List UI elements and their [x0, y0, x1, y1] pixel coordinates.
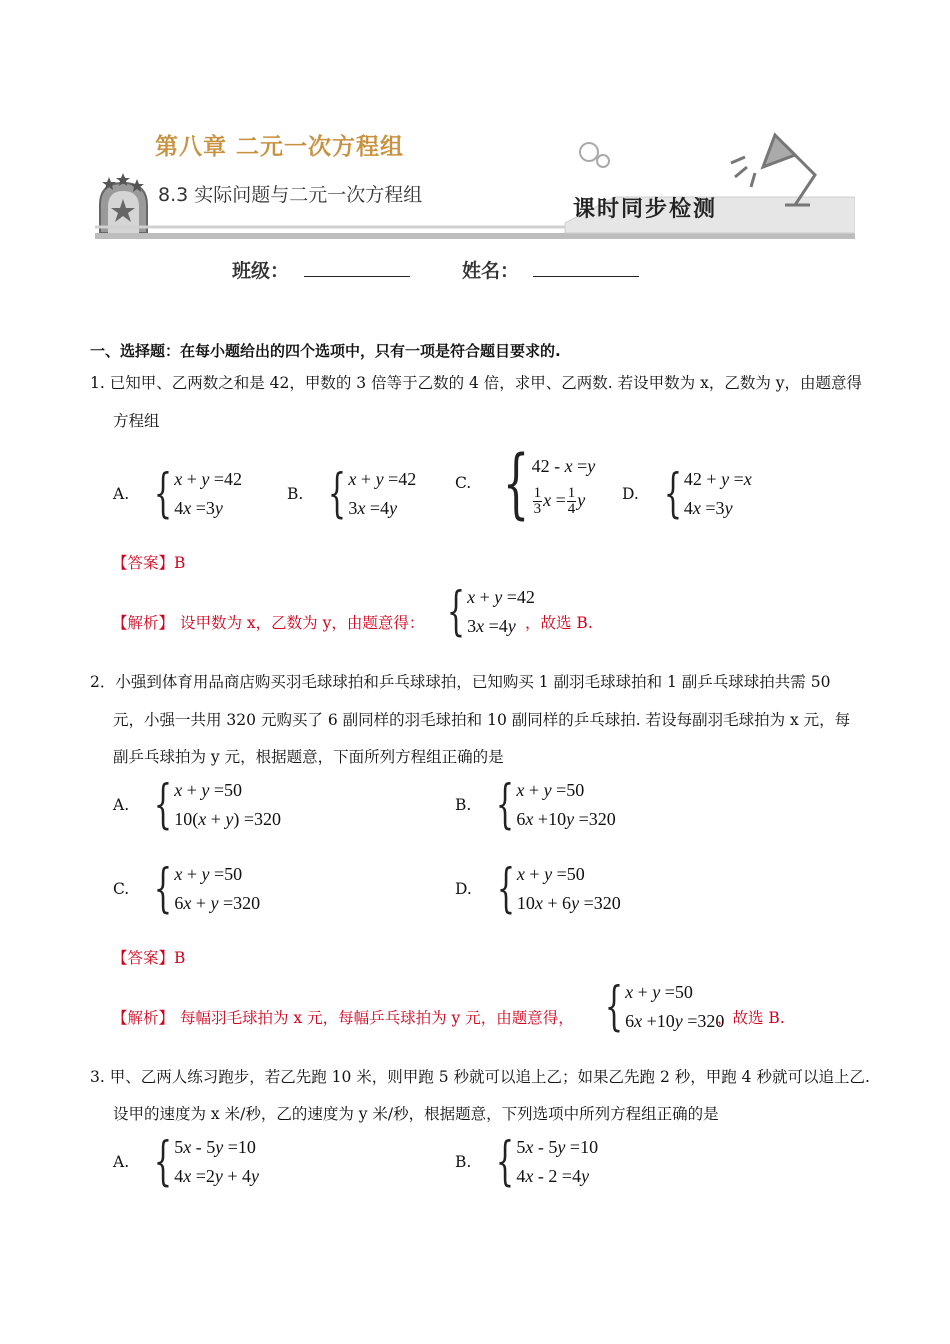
brace-icon: {: [328, 464, 347, 524]
q2-option-b[interactable]: [455, 776, 616, 834]
q1-option-c[interactable]: [455, 438, 596, 527]
equation-system: x + y =50 6x +10y =320: [625, 982, 725, 1031]
sync-test-title: 课时同步检测: [573, 197, 718, 222]
q2-option-c[interactable]: [113, 860, 260, 918]
q1-analysis-text: 设甲数为 x，乙数为 y，由题意得：: [180, 614, 425, 632]
equation-system: 42 + y =x 4x =3y: [683, 469, 752, 518]
desk-lamp-icon: [731, 135, 815, 205]
option-label: A.: [113, 796, 130, 814]
brace-icon: {: [446, 582, 466, 642]
brace-icon: {: [154, 775, 173, 835]
option-label: B.: [455, 796, 472, 814]
brace-icon: {: [154, 859, 173, 919]
option-label: C.: [455, 474, 472, 492]
brace-icon: {: [502, 438, 530, 527]
q1-option-b[interactable]: [287, 465, 416, 523]
q2-stem-line1: 2．小强到体育用品商店购买羽毛球球拍和乒乓球球拍，已知购买 1 副羽毛球球拍和 1 副乒乓球球拍共需 50: [90, 673, 831, 691]
chapter-title: 第八章 二元一次方程组: [155, 134, 405, 160]
option-label: B.: [287, 485, 304, 503]
brace-icon: {: [604, 977, 624, 1037]
brace-icon: {: [496, 859, 515, 919]
option-label: A.: [113, 1153, 130, 1171]
q3-option-b[interactable]: [455, 1133, 598, 1191]
q3-option-a[interactable]: [113, 1133, 259, 1191]
brace-icon: {: [154, 464, 173, 524]
equation-system: x + y =42 3x =4y: [467, 587, 535, 636]
equation-system: 5x - 5y =10 4x - 2 =4y: [516, 1137, 599, 1186]
option-label: B.: [455, 1153, 472, 1171]
option-label: D.: [622, 485, 639, 503]
brace-icon: {: [663, 464, 682, 524]
q2-stem-line2: 元，小强一共用 320 元购买了 6 副同样的羽毛球拍和 10 副同样的乒乓球拍. 若设每副羽毛球拍为 x 元，每: [113, 711, 851, 729]
q2-answer: 【答案】B: [112, 949, 186, 967]
q3-stem-line1: 3. 甲、乙两人练习跑步，若乙先跑 10 米，则甲跑 5 秒就可以追上乙；如果乙先跑 2 秒，甲跑 4 秒就可以追上乙.: [90, 1068, 870, 1086]
q2-analysis-tag: 【解析】: [112, 1009, 175, 1027]
q1-analysis-tag: 【解析】: [112, 614, 175, 632]
q1-stem-line2: 方程组: [113, 412, 160, 430]
equation-system: x + y =50 10x + 6y =320: [516, 864, 621, 913]
q3-stem-line2: 设甲的速度为 x 米/秒，乙的速度为 y 米/秒，根据题意，下列选项中所列方程组正确的是: [113, 1105, 719, 1123]
equation-system: x + y =50 6x +10y =320: [516, 780, 616, 829]
q1-analysis-system: [432, 583, 535, 641]
q2-analysis-text: 每幅羽毛球拍为 x 元，每幅乒乓球拍为 y 元，由题意得，: [180, 1009, 574, 1027]
q1-option-d[interactable]: [622, 465, 752, 523]
name-field[interactable]: [533, 256, 639, 277]
q1-analysis-end: ，故选 B.: [525, 614, 593, 632]
equation-system: 5x - 5y =10 4x =2y + 4y: [174, 1137, 260, 1186]
q1-stem-line1: 1. 已知甲、乙两数之和是 42，甲数的 3 倍等于乙数的 4 倍，求甲、乙两数. 若设甲数为 x，乙数为 y，由题意得: [90, 374, 863, 392]
section-heading: 一、选择题：在每小题给出的四个选项中，只有一项是符合题目要求的.: [90, 342, 561, 360]
brace-icon: {: [496, 1132, 515, 1192]
option-label: D.: [455, 880, 472, 898]
equation-system: x + y =42 4x =3y: [174, 469, 243, 518]
q2-stem-line3: 副乒乓球拍为 y 元，根据题意，下面所列方程组正确的是: [113, 748, 504, 766]
q2-analysis-system: [590, 978, 724, 1036]
q2-analysis-end: ，故选 B.: [717, 1009, 785, 1027]
equation-system: 42 - x =y $\frac{1}{3}$ x = $\frac{1}{4}$ y: [531, 455, 596, 518]
class-field[interactable]: [304, 256, 410, 277]
q2-option-d[interactable]: [455, 860, 621, 918]
star-badge-icon: [100, 173, 147, 233]
equation-system: x + y =50 10(x + y) =320: [174, 780, 282, 829]
section-title: 8.3 实际问题与二元一次方程组: [158, 184, 423, 206]
name-label: 姓名：: [462, 260, 520, 282]
class-label: 班级：: [232, 260, 290, 282]
option-label: A.: [113, 485, 130, 503]
brace-icon: {: [496, 775, 515, 835]
equation-system: x + y =42 3x =4y: [348, 469, 417, 518]
q2-option-a[interactable]: [113, 776, 281, 834]
q1-option-a[interactable]: [113, 465, 242, 523]
brace-icon: {: [154, 1132, 173, 1192]
q1-answer: 【答案】B: [112, 554, 186, 572]
equation-system: x + y =50 6x + y =320: [174, 864, 261, 913]
option-label: C.: [113, 880, 130, 898]
